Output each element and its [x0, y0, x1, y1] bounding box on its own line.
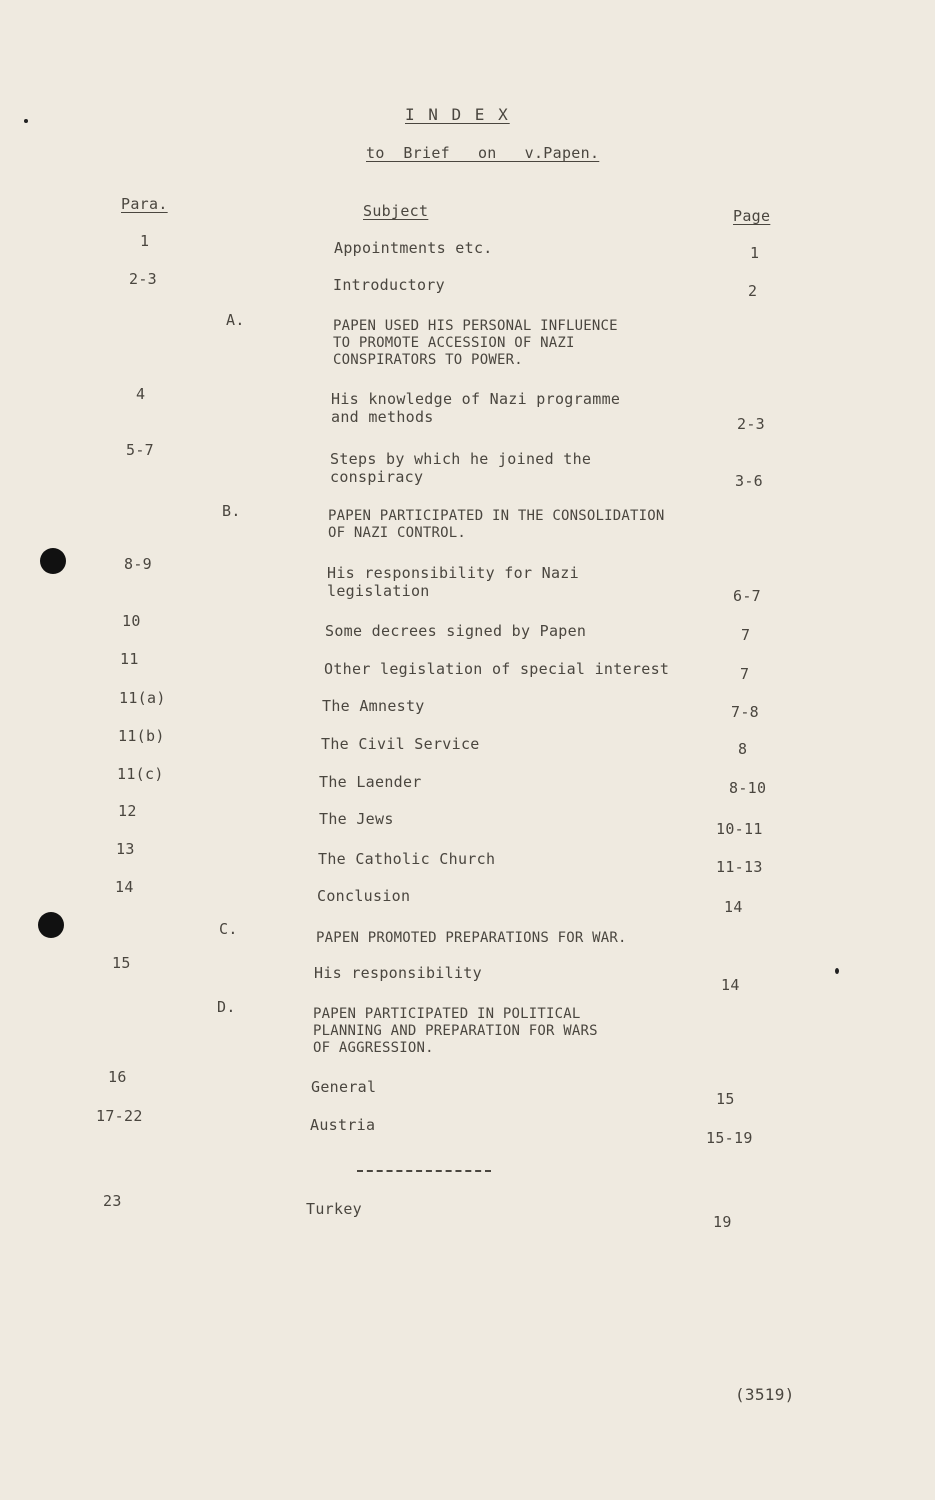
- subject-text: The Civil Service: [321, 735, 480, 753]
- page-number: 7-8: [731, 703, 759, 721]
- section-heading: PAPEN PARTICIPATED IN THE CONSOLIDATION OF NAZI CONTROL.: [328, 508, 665, 541]
- subject-text: The Laender: [319, 773, 422, 791]
- page-number: 3-6: [735, 472, 763, 490]
- subject-text: Austria: [310, 1116, 376, 1134]
- page-number: 2-3: [737, 415, 765, 433]
- para-number: 11(b): [118, 727, 165, 745]
- section-letter: D.: [217, 998, 236, 1016]
- section-heading: PAPEN PROMOTED PREPARATIONS FOR WAR.: [316, 930, 627, 946]
- page-number: 15-19: [706, 1129, 753, 1147]
- para-number: 10: [122, 612, 141, 630]
- para-number: 15: [112, 954, 131, 972]
- para-number: 8-9: [124, 555, 152, 573]
- page-number: 6-7: [733, 587, 761, 605]
- page-number: 14: [724, 898, 743, 916]
- para-number: 13: [116, 840, 135, 858]
- footer-page-number: (3519): [735, 1385, 795, 1404]
- column-header-para: Para.: [121, 195, 168, 213]
- punch-hole: [38, 912, 64, 938]
- speck: [24, 119, 28, 123]
- page-number: 14: [721, 976, 740, 994]
- para-number: 4: [136, 385, 146, 403]
- section-letter: A.: [226, 311, 245, 329]
- index-subtitle: to Brief on v.Papen.: [366, 144, 600, 162]
- punch-hole: [40, 548, 66, 574]
- page-number: 10-11: [716, 820, 763, 838]
- section-letter: B.: [222, 502, 241, 520]
- subject-text: General: [311, 1078, 377, 1096]
- para-number: 2-3: [129, 270, 157, 288]
- para-number: 17-22: [96, 1107, 143, 1125]
- para-number: 16: [108, 1068, 127, 1086]
- subject-text: Appointments etc.: [334, 239, 493, 257]
- para-number: 23: [103, 1192, 122, 1210]
- page-number: 8: [738, 740, 748, 758]
- divider-rule: [357, 1170, 491, 1172]
- para-number: 5-7: [126, 441, 154, 459]
- page-number: 11-13: [716, 858, 763, 876]
- subject-text: Other legislation of special interest: [324, 660, 670, 678]
- subject-text: The Jews: [319, 810, 394, 828]
- speck: [835, 968, 839, 974]
- page-number: 19: [713, 1213, 732, 1231]
- page-number: 2: [748, 282, 758, 300]
- subject-text: Some decrees signed by Papen: [325, 622, 587, 640]
- subject-text: Introductory: [333, 276, 445, 294]
- para-number: 11(a): [119, 689, 166, 707]
- section-heading: PAPEN PARTICIPATED IN POLITICAL PLANNING AND PREPARATION FOR WARS OF AGGRESSION.: [313, 1006, 598, 1056]
- subject-text: Conclusion: [317, 887, 411, 905]
- column-header-subject: Subject: [363, 202, 429, 220]
- subject-text: His responsibility for Nazi legislation: [327, 564, 579, 600]
- page-number: 15: [716, 1090, 735, 1108]
- subject-text: The Amnesty: [322, 697, 425, 715]
- subject-text: Steps by which he joined the conspiracy: [330, 450, 592, 486]
- column-header-page: Page: [733, 207, 771, 225]
- para-number: 11(c): [117, 765, 164, 783]
- para-number: 11: [120, 650, 139, 668]
- page-number: 7: [740, 665, 750, 683]
- subject-text: Turkey: [306, 1200, 362, 1218]
- subject-text: His responsibility: [314, 964, 482, 982]
- page-number: 7: [741, 626, 751, 644]
- page-number: 1: [750, 244, 760, 262]
- page-number: 8-10: [729, 779, 767, 797]
- para-number: 12: [118, 802, 137, 820]
- subject-text: His knowledge of Nazi programme and methods: [331, 390, 621, 426]
- subject-text: The Catholic Church: [318, 850, 496, 868]
- para-number: 1: [140, 232, 150, 250]
- section-heading: PAPEN USED HIS PERSONAL INFLUENCE TO PROMOTE ACCESSION OF NAZI CONSPIRATORS TO POWER.: [333, 318, 618, 368]
- index-title: I N D E X: [405, 105, 510, 124]
- section-letter: C.: [219, 920, 238, 938]
- para-number: 14: [115, 878, 134, 896]
